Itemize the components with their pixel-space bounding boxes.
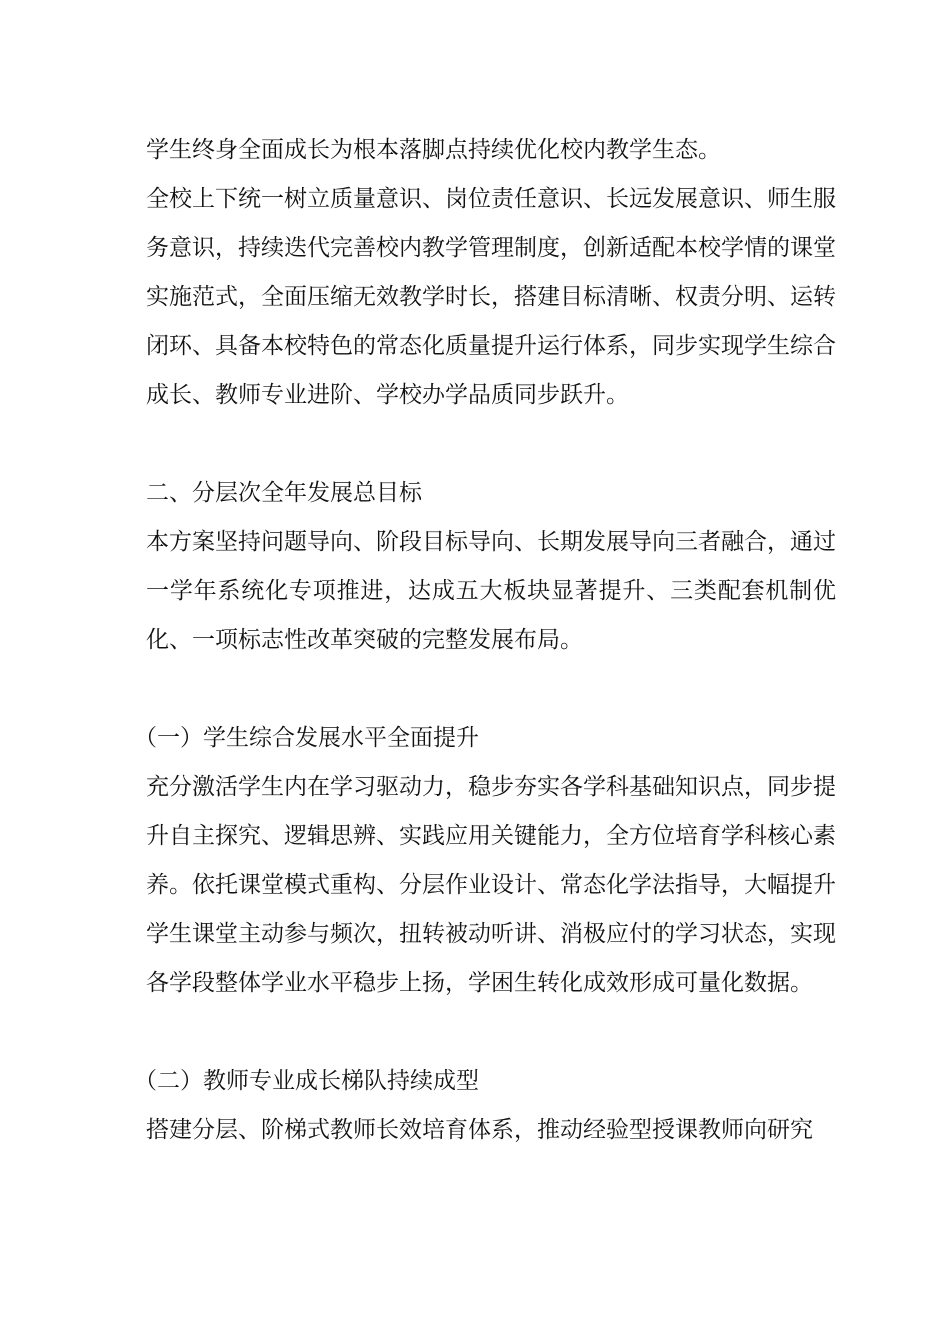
paragraph-continued: 学生终身全面成长为根本落脚点持续优化校内教学生态。 bbox=[146, 137, 721, 163]
document-body bbox=[134, 126, 836, 1155]
section-two-intro: 本方案坚持问题导向、阶段目标导向、长期发展导向三者融合，通过一学年系统化专项推进，达成五大板块显著提升、三类配套机制优化、一项标志性改革突破的完整发展布局。 bbox=[146, 529, 836, 653]
subsection-one-heading: （一）学生综合发展水平全面提升 bbox=[134, 725, 479, 751]
subsection-two-body: 搭建分层、阶梯式教师长效培育体系，推动经验型授课教师向研究 bbox=[146, 1117, 813, 1143]
section-two-heading: 二、分层次全年发展总目标 bbox=[146, 480, 422, 506]
subsection-one-body: 充分激活学生内在学习驱动力，稳步夯实各学科基础知识点，同步提升自主探究、逻辑思辨、实践应用关键能力，全方位培育学科核心素养。依托课堂模式重构、分层作业设计、常态化学法指导，大幅提升学生课堂主动参与频次，扭转被动听讲、消极应付的学习状态，实现各学段整体学业水平稳步上扬，学困生转化成效形成可量化数据。 bbox=[146, 774, 836, 996]
subsection-two-heading: （二）教师专业成长梯队持续成型 bbox=[134, 1068, 479, 1094]
paragraph-quality-awareness: 全校上下统一树立质量意识、岗位责任意识、长远发展意识、师生服务意识，持续迭代完善校内教学管理制度，创新适配本校学情的课堂实施范式，全面压缩无效教学时长，搭建目标清晰、权责分明、运转闭环、具备本校特色的常态化质量提升运行体系，同步实现学生综合成长、教师专业进阶、学校办学品质同步跃升。 bbox=[146, 186, 836, 408]
